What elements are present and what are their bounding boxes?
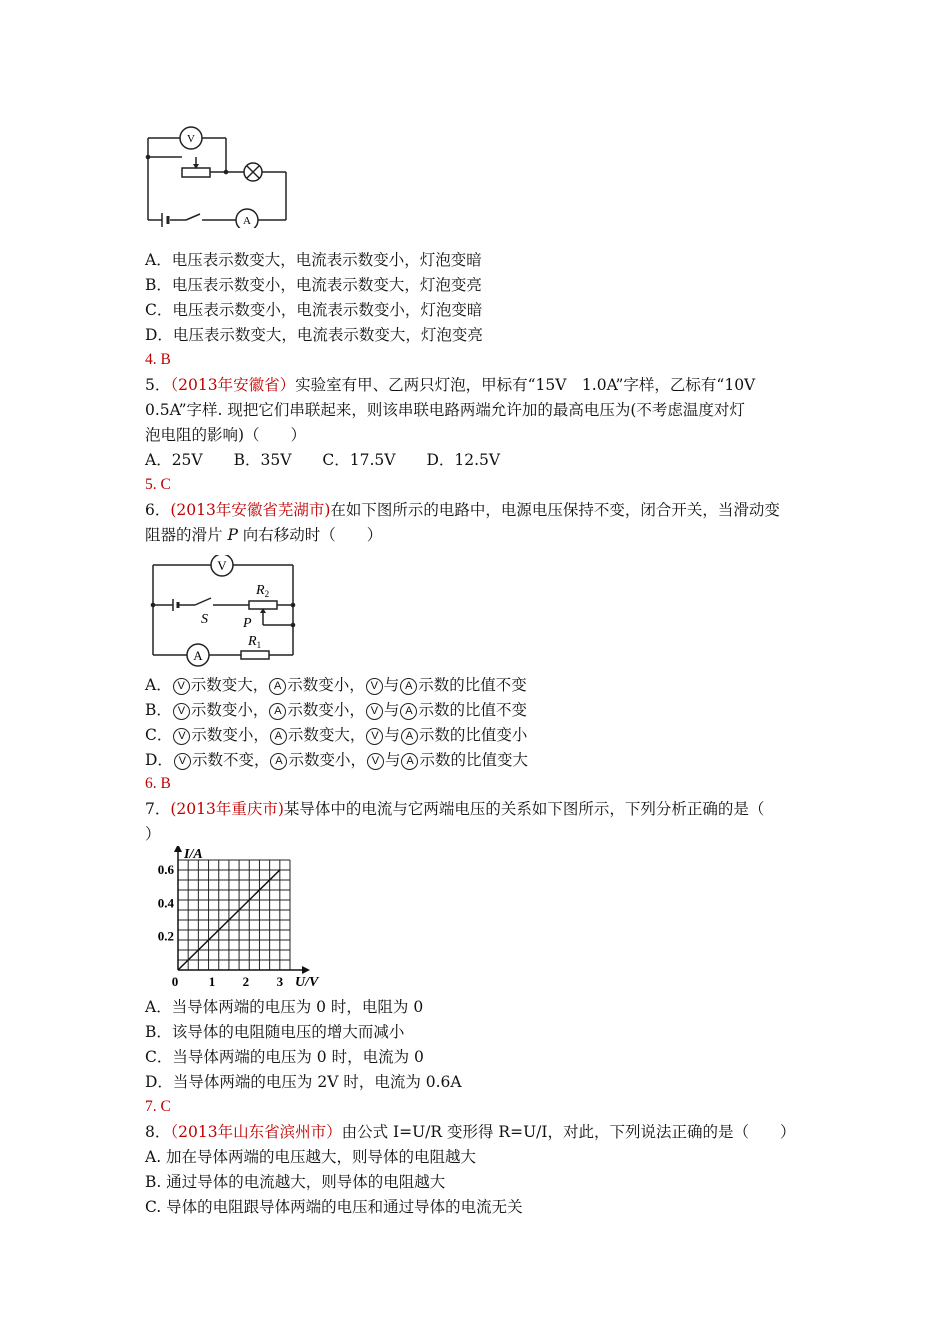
q6-text-2a: 阻器的滑片 — [145, 526, 228, 544]
current-voltage-chart — [150, 846, 340, 992]
q5-line-3: 泡电阻的影响)（ ） — [145, 426, 307, 444]
option-letter: A． — [145, 676, 172, 694]
ammeter-symbol: A — [270, 753, 287, 770]
ammeter-change: 示数变小， — [287, 701, 365, 719]
circuit-diagram-q6 — [143, 555, 303, 667]
q7-line-2: ） — [145, 825, 161, 843]
y-axis-label: I/A — [184, 847, 203, 862]
y-tick-label: 0.2 — [157, 928, 174, 944]
connector-text: 与 — [383, 676, 400, 694]
x-tick-label: 2 — [242, 974, 250, 989]
voltmeter-label: V — [187, 133, 195, 145]
q8-line-1 — [145, 1121, 796, 1143]
ammeter-symbol: A — [400, 703, 417, 720]
q7-answer: 7. C — [145, 1098, 171, 1115]
q5-answer: 5. C — [145, 476, 171, 493]
voltmeter-change: 示数不变， — [191, 751, 270, 769]
r1-label: $R_1$ — [248, 634, 262, 650]
q6-option-b — [145, 699, 527, 721]
voltmeter-symbol: V — [366, 703, 383, 720]
ratio-change: 示数的比值不变 — [418, 676, 527, 694]
ratio-change: 示数的比值变大 — [419, 751, 528, 769]
x-axis-arrow — [302, 966, 310, 974]
q6-text-2b: 向右移动时（ ） — [237, 526, 383, 544]
connector-text: 与 — [384, 726, 400, 744]
q5-options: A．25V B．35V C．17.5V D．12.5V — [145, 451, 501, 469]
voltmeter-symbol: V — [173, 703, 190, 720]
q5-source: （2013年安徽省） — [170, 376, 296, 394]
voltmeter-symbol: V — [173, 728, 190, 745]
ammeter-symbol: A — [270, 728, 287, 745]
q6-answer: 6. B — [145, 775, 171, 792]
r2-label: $R_2$ — [256, 583, 270, 599]
q8-text-1: 由公式 I=U/R 变形得 R=U/I，对此，下列说法正确的是（ ） — [341, 1123, 796, 1141]
q8-number: 8． — [145, 1123, 171, 1141]
q4-option-a: A．电压表示数变大，电流表示数变小，灯泡变暗 — [145, 251, 482, 269]
voltmeter-change: 示数变大， — [190, 676, 269, 694]
ammeter-change: 示数变大， — [287, 726, 366, 744]
q7-option-b: B．该导体的电阻随电压的增大而减小 — [145, 1023, 405, 1041]
q6-voltmeter-label: V — [217, 558, 227, 573]
y-axis-arrow — [174, 846, 182, 852]
connector-text: 与 — [383, 701, 400, 719]
ratio-change: 示数的比值不变 — [418, 701, 527, 719]
ammeter-label: A — [243, 215, 251, 227]
q8-source: （2013年山东省滨州市） — [170, 1123, 342, 1141]
ammeter-symbol: A — [400, 678, 417, 695]
ammeter-symbol: A — [269, 703, 286, 720]
q7-text-1: 某导体中的电流与它两端电压的关系如下图所示，下列分析正确的是（ — [283, 800, 765, 818]
q7-option-a: A．当导体两端的电压为 0 时，电阻为 0 — [145, 998, 424, 1016]
option-letter: C． — [145, 726, 173, 744]
option-letter: B． — [145, 701, 172, 719]
q6-slider-symbol: P — [227, 526, 238, 544]
circuit-diagram-q4 — [140, 124, 295, 228]
ammeter-change: 示数变小， — [287, 676, 365, 694]
q8-option-a: A. 加在导体两端的电压越大，则导体的电阻越大 — [145, 1148, 477, 1166]
ammeter-symbol: A — [401, 753, 418, 770]
q6-ammeter-label: A — [193, 648, 203, 663]
voltmeter-symbol: V — [367, 753, 384, 770]
q5-line-2: 0.5A”字样. 现把它们串联起来，则该串联电路两端允许加的最高电压为(不考虑温度对灯 — [145, 401, 745, 419]
option-letter: D． — [145, 751, 173, 769]
q7-number: 7． — [145, 800, 171, 818]
y-tick-label: 0.4 — [157, 895, 174, 911]
q6-number: 6． — [145, 501, 171, 519]
q6-text-1: 在如下图所示的电路中，电源电压保持不变，闭合开关，当滑动变 — [330, 501, 780, 519]
voltmeter-symbol: V — [174, 753, 191, 770]
x-axis-label: U/V — [295, 975, 319, 990]
q8-option-b: B. 通过导体的电流越大，则导体的电阻越大 — [145, 1173, 446, 1191]
q6-option-c — [145, 724, 527, 746]
q5-text-1: 实验室有甲、乙两只灯泡，甲标有“15V 1.0A”字样，乙标有“10V — [295, 376, 756, 394]
connector-text: 与 — [384, 751, 401, 769]
q5-line-1 — [145, 374, 755, 396]
q6-source: (2013年安徽省芜湖市) — [170, 501, 331, 519]
q4-option-b: B．电压表示数变小，电流表示数变大，灯泡变亮 — [145, 276, 482, 294]
voltmeter-symbol: V — [366, 678, 383, 695]
q4-option-c: C．电压表示数变小，电流表示数变小，灯泡变暗 — [145, 301, 483, 319]
switch-label: S — [201, 612, 208, 627]
ammeter-change: 示数变小， — [288, 751, 366, 769]
x-tick-label: 0 — [171, 974, 179, 989]
x-tick-label: 3 — [276, 974, 284, 989]
q6-line-1 — [145, 499, 780, 521]
q4-option-d: D．电压表示数变大，电流表示数变大，灯泡变亮 — [145, 326, 483, 344]
voltmeter-symbol: V — [173, 678, 190, 695]
q7-line-1 — [145, 798, 764, 820]
voltmeter-change: 示数变小， — [190, 701, 269, 719]
q6-option-a — [145, 674, 527, 696]
ammeter-symbol: A — [269, 678, 286, 695]
ammeter-symbol: A — [401, 728, 418, 745]
q6-option-d — [145, 749, 528, 771]
ratio-change: 示数的比值变小 — [418, 726, 528, 744]
q8-option-c: C. 导体的电阻跟导体两端的电压和通过导体的电流无关 — [145, 1198, 523, 1216]
y-tick-label: 0.6 — [157, 862, 174, 877]
q5-number: 5． — [145, 376, 171, 394]
q7-option-d: D．当导体两端的电压为 2V 时，电流为 0.6A — [145, 1073, 462, 1091]
q6-line-2 — [145, 524, 382, 546]
q7-option-c: C．当导体两端的电压为 0 时，电流为 0 — [145, 1048, 424, 1066]
q7-source: (2013年重庆市) — [170, 800, 284, 818]
q4-answer: 4. B — [145, 351, 171, 368]
voltmeter-change: 示数变小， — [191, 726, 269, 744]
x-tick-label: 1 — [208, 974, 216, 989]
slider-label: P — [243, 616, 252, 631]
voltmeter-symbol: V — [366, 728, 383, 745]
